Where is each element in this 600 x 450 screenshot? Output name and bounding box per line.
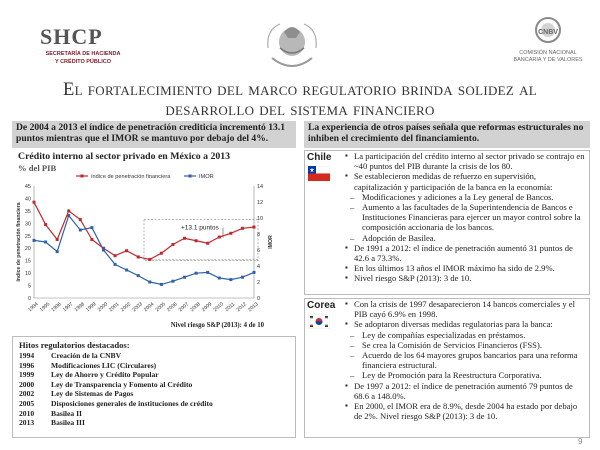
x-tick-label: 2006 <box>166 301 179 314</box>
milestone-text: Ley de Transparencia y Fomento al Crédito <box>51 379 193 389</box>
y-tick-label-left: 0 <box>27 296 31 302</box>
y-tick-label-right: 6 <box>257 248 261 254</box>
chile-bullet: ▪ Nivel riesgo S&P (2013): 3 de 10. <box>345 273 585 283</box>
corea-subbullet: – Ley de Promoción para la Reestructura Corporativa. <box>345 370 585 380</box>
chile-subbullet: – Modificaciones y adiciones a la Ley general de Bancos. <box>345 192 585 202</box>
x-tick-label: 2001 <box>108 301 121 314</box>
x-tick-label: 2011 <box>224 301 237 313</box>
milestone-text: Basilea III <box>51 418 85 428</box>
corea-label: Corea <box>307 300 336 311</box>
y-tick-label-right: 14 <box>257 184 264 190</box>
x-tick-label: 2013 <box>247 301 260 314</box>
milestone-year: 2005 <box>19 398 35 408</box>
page-title-line-2: desarrollo del sistema financiero <box>165 100 435 120</box>
korea-flag-icon <box>308 314 330 329</box>
y-tick-label-left: 15 <box>24 258 31 265</box>
series-point <box>195 239 198 242</box>
milestone-row <box>19 351 289 361</box>
series-point <box>229 232 232 235</box>
x-tick-label: 2003 <box>131 301 144 314</box>
milestone-text: Ley de Ahorro y Crédito Popular <box>51 370 159 380</box>
chile-bullet: ▪ Se establecieron medidas de refuerzo en supervisión, capitalización y participación de la banca en la economía: <box>345 171 585 191</box>
page-title-line-1: El fortalecimiento del marco regulatorio brinda solidez al <box>62 80 538 100</box>
y-axis-label-left: índice de penetración financiera <box>16 202 22 282</box>
corea-bullets <box>345 299 585 421</box>
chile-bullet: ▪ De 1991 a 2012: el índice de penetración aumentó 31 puntos de 42.6 a 73.3%. <box>345 243 585 263</box>
series-point <box>148 258 151 261</box>
y-tick-label-left: 30 <box>24 221 31 228</box>
cnbv-logo <box>500 16 596 63</box>
chile-bullets <box>345 151 585 284</box>
milestone-row <box>19 409 289 419</box>
milestone-year: 2013 <box>19 418 35 428</box>
chart-subtitle: % del PIB <box>18 163 57 173</box>
cnbv-name: CNBV <box>538 29 558 36</box>
y-tick-label-right: 8 <box>257 232 261 238</box>
x-tick-label: 2002 <box>119 301 133 314</box>
series-point <box>183 276 186 279</box>
x-tick-label: 1999 <box>85 301 98 314</box>
series-point <box>160 283 163 286</box>
legend-label-imor: IMOR <box>199 174 214 180</box>
credit-chart <box>14 170 298 330</box>
x-tick-label: 1996 <box>50 301 63 314</box>
milestone-text: Disposiciones generales de instituciones de crédito <box>51 398 213 408</box>
series-point <box>137 255 140 258</box>
series-point <box>218 277 221 280</box>
milestone-text: Basilea II <box>51 408 83 418</box>
series-point <box>125 269 128 272</box>
milestone-year: 2010 <box>19 408 35 418</box>
page-number: 9 <box>578 437 583 446</box>
chart-note: Nivel riesgo S&P (2013): 4 de 10 <box>170 322 264 329</box>
series-point <box>56 250 59 253</box>
chile-bullet: ▪ La participación del crédito interno al sector privado se contrajo en ~40 puntos del PIB durante la crisis de los 80. <box>345 151 585 171</box>
series-point <box>171 243 174 246</box>
shcp-subtitle-2: Y CRÉDITO PÚBLICO <box>54 58 112 65</box>
x-tick-label: 1998 <box>73 301 86 314</box>
milestone-text: Ley de Sistemas de Pagos <box>51 389 134 399</box>
chart-title: Crédito interno al sector privado en México a 2013 <box>18 151 231 162</box>
chile-subbullet: – Aumento a las facultades de la Superintendencia de Bancos e Instituciones Financieras para ejercer un mayor control sobre la composición accionaria de los bancos. <box>345 202 585 233</box>
x-tick-label: 2000 <box>96 301 110 314</box>
series-point <box>33 201 36 204</box>
milestone-row <box>19 380 289 390</box>
cnbv-subtitle-2: BANCARIA Y DE VALORES <box>513 56 583 63</box>
legend-label-penetration: índice de penetración financiera <box>91 174 171 180</box>
chile-bullet: ▪ En los últimos 13 años el IMOR máximo ha sido de 2.9%. <box>345 263 585 273</box>
corea-subbullet: – Se crea la Comisión de Servicios Financieros (FSS). <box>345 340 585 350</box>
corea-subbullet: – Ley de compañías especializadas en préstamos. <box>345 330 585 340</box>
regulatory-milestones-box <box>12 336 296 438</box>
x-tick-label: 1995 <box>38 301 52 314</box>
milestone-year: 1999 <box>19 370 35 380</box>
milestone-row <box>19 370 289 380</box>
chile-label: Chile <box>307 152 332 163</box>
x-tick-label: 2009 <box>200 301 214 314</box>
page-header <box>0 0 600 76</box>
series-point <box>206 271 209 274</box>
x-tick-label: 1997 <box>61 301 75 314</box>
series-point <box>90 226 93 229</box>
cnbv-subtitle-1: COMISIÓN NACIONAL <box>519 50 577 56</box>
series-point <box>79 229 82 232</box>
corea-subbullet: – Acuerdo de los 64 mayores grupos bancarios para una reforma financiera estructural. <box>345 350 585 370</box>
series-point <box>253 226 256 229</box>
series-point <box>44 241 47 244</box>
chile-flag-icon <box>308 166 330 181</box>
series-point <box>241 227 244 230</box>
milestone-row <box>19 389 289 399</box>
y-axis-label-right: IMOR <box>268 235 274 249</box>
legend-marker-penetration <box>81 175 84 178</box>
x-tick-label: 2004 <box>142 301 156 314</box>
shcp-name: SHCP <box>40 24 103 49</box>
series-point <box>160 252 163 255</box>
series-point <box>148 281 151 284</box>
series-point <box>125 249 128 252</box>
milestone-year: 1994 <box>19 351 35 360</box>
corea-bullet: ▪ De 1997 a 2012: el índice de penetración aumentó 79 puntos de 68.6 a 148.0%. <box>345 381 585 401</box>
series-point <box>137 274 140 277</box>
series-point <box>183 237 186 240</box>
left-summary-header: De 2004 a 2013 el índice de penetración crediticia incrementó 13.1 puntos mientras que el IMOR se mantuvo por debajo del 4%. <box>12 121 296 148</box>
legend-marker-imor <box>189 175 192 178</box>
shcp-subtitle-1: SECRETARÍA DE HACIENDA <box>45 51 121 57</box>
milestone-row <box>19 361 289 371</box>
series-point <box>102 249 105 252</box>
x-tick-label: 2005 <box>154 301 167 314</box>
x-tick-label: 2012 <box>235 301 248 314</box>
series-point <box>33 239 36 242</box>
y-tick-label-right: 10 <box>257 216 264 222</box>
y-tick-label-left: 20 <box>24 246 31 253</box>
corea-bullet: ▪ Se adoptaron diversas medidas regulatorias para la banca: <box>345 319 585 329</box>
y-tick-label-right: 2 <box>257 280 261 286</box>
series-point <box>241 276 244 279</box>
series-point <box>218 236 221 239</box>
series-point <box>90 238 93 241</box>
milestone-text: Modificaciones LIC (Circulares) <box>51 360 157 370</box>
x-tick-label: 1994 <box>27 301 40 314</box>
series-point <box>206 242 209 245</box>
page-title <box>10 80 590 120</box>
right-summary-header: La experiencia de otros países señala que reformas estructurales no inhiben el crecimiento del financiamiento. <box>304 121 590 148</box>
y-tick-label-right: 4 <box>257 264 261 270</box>
series-line-imor <box>34 216 254 285</box>
milestone-year: 2000 <box>19 379 35 389</box>
series-point <box>171 280 174 283</box>
corea-panel <box>304 298 590 438</box>
y-tick-label-right: 12 <box>257 200 264 206</box>
x-tick-label: 2010 <box>212 301 225 314</box>
y-tick-label-left: 10 <box>24 271 31 278</box>
chile-panel <box>304 150 590 295</box>
shcp-logo <box>40 24 126 65</box>
y-tick-label-left: 5 <box>27 283 31 290</box>
series-point <box>67 209 70 212</box>
series-point <box>79 218 82 221</box>
y-tick-label-left: 40 <box>24 196 31 203</box>
milestone-year: 2002 <box>19 389 35 399</box>
milestone-year: 1996 <box>19 360 35 370</box>
milestone-row <box>19 418 289 428</box>
y-tick-label-left: 25 <box>24 233 31 240</box>
series-point <box>56 238 59 241</box>
series-point <box>44 223 47 226</box>
series-point <box>67 214 70 217</box>
milestone-text: Creación de la CNBV <box>51 351 122 360</box>
milestones-title: Hitos regulatorios destacados: <box>19 340 130 350</box>
series-point <box>229 278 232 281</box>
series-point <box>114 263 117 266</box>
mexico-seal-icon <box>258 18 326 70</box>
milestones-list <box>19 351 289 428</box>
y-tick-label-left: 35 <box>24 208 31 215</box>
y-tick-label-left: 45 <box>24 184 31 190</box>
series-point <box>253 271 256 274</box>
annotation-label: +13.1 puntos <box>181 224 219 232</box>
x-tick-label: 2008 <box>189 301 202 314</box>
x-tick-label: 2007 <box>177 301 191 314</box>
corea-bullet: ▪ En 2000, el IMOR era de 8.9%, desde 2004 ha estado por debajo de 2%. Nivel riesgo S&P (2013): 3 de 10. <box>345 401 585 421</box>
corea-bullet: ▪ Con la crisis de 1997 desaparecieron 14 bancos comerciales y el PIB cayó 6.9% en 1998. <box>345 299 585 319</box>
milestone-row <box>19 399 289 409</box>
chile-subbullet: – Adopción de Basilea. <box>345 233 585 243</box>
y-tick-label-right: 0 <box>257 296 261 302</box>
series-point <box>195 272 198 275</box>
series-point <box>114 254 117 257</box>
